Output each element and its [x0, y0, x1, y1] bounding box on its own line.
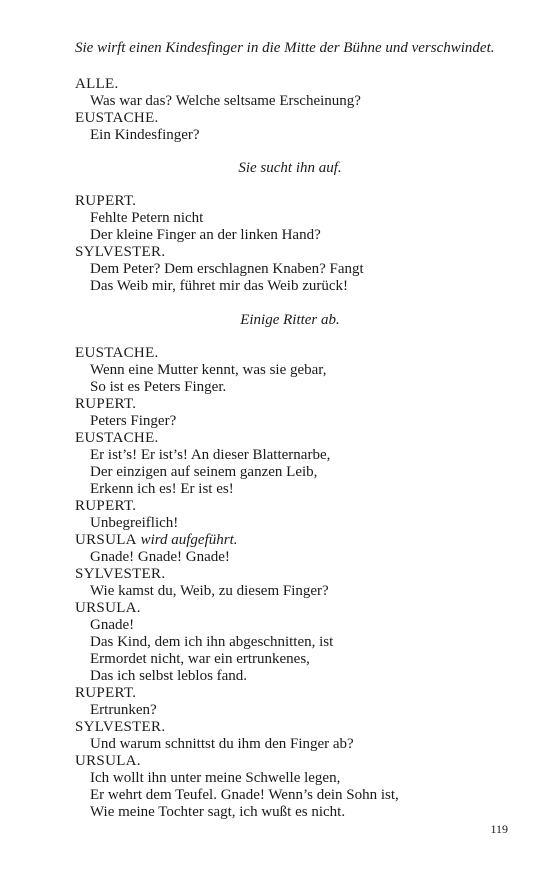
verse-line: Er ist’s! Er ist’s! An dieser Blatternarbe, [90, 447, 331, 463]
verse-line: Wie meine Tochter sagt, ich wußt es nicht. [90, 804, 346, 820]
verse-line: So ist es Peters Finger. [90, 379, 227, 395]
verse-line: Fehlte Petern nicht [90, 210, 204, 226]
verse-line: Unbegreiflich! [90, 515, 179, 531]
verse-line: Das ich selbst leblos fand. [90, 668, 248, 684]
dialogue-block-1 [75, 76, 510, 144]
speaker-name: URSULA [75, 532, 137, 548]
speaker-name: EUSTACHE. [75, 110, 159, 126]
verse-line: Ertrunken? [90, 702, 157, 718]
verse-line: Und warum schnittst du ihm den Finger ab? [90, 736, 354, 752]
verse-line: Dem Peter? Dem erschlagnen Knaben? Fangt [90, 261, 364, 277]
speaker-name: RUPERT. [75, 193, 137, 209]
speaker-name: ALLE. [75, 76, 119, 92]
speaker-name: RUPERT. [75, 396, 137, 412]
verse-line: Was war das? Welche seltsame Erscheinung? [90, 93, 361, 109]
speaker-name: URSULA. [75, 753, 141, 769]
verse-line: Erkenn ich es! Er ist es! [90, 481, 234, 497]
speaker-name: SYLVESTER. [75, 244, 166, 260]
verse-line: Er wehrt dem Teufel. Gnade! Wenn’s dein Sohn ist, [90, 787, 399, 803]
verse-line: Das Kind, dem ich ihn abgeschnitten, ist [90, 634, 334, 650]
verse-line: Gnade! [90, 617, 135, 633]
verse-line: Das Weib mir, führet mir das Weib zurück! [90, 278, 349, 294]
speaker-name: EUSTACHE. [75, 345, 159, 361]
verse-line: Wie kamst du, Weib, zu diesem Finger? [90, 583, 329, 599]
verse-line: Peters Finger? [90, 413, 177, 429]
speaker-name: URSULA. [75, 600, 141, 616]
verse-line: Wenn eine Mutter kennt, was sie gebar, [90, 362, 327, 378]
verse-line: Ein Kindesfinger? [90, 127, 200, 143]
speaker-name: RUPERT. [75, 498, 137, 514]
stage-direction-top: Sie wirft einen Kindesfinger in die Mitte der Bühne und verschwindet. [75, 40, 495, 56]
stage-direction-2: Einige Ritter ab. [240, 312, 340, 328]
inline-stage-direction: wird aufgeführt. [140, 532, 238, 548]
dialogue-block-2 [75, 193, 510, 295]
speaker-name: SYLVESTER. [75, 566, 166, 582]
speaker-with-direction [75, 532, 510, 549]
dialogue-block-3 [75, 345, 510, 821]
verse-line: Der einzigen auf seinem ganzen Leib, [90, 464, 318, 480]
verse-line: Ich wollt ihn unter meine Schwelle legen, [90, 770, 341, 786]
speaker-name: EUSTACHE. [75, 430, 159, 446]
verse-line: Ermordet nicht, war ein ertrunkenes, [90, 651, 310, 667]
speaker-name: RUPERT. [75, 685, 137, 701]
speaker-name: SYLVESTER. [75, 719, 166, 735]
verse-line: Gnade! Gnade! Gnade! [90, 549, 230, 565]
verse-line: Der kleine Finger an der linken Hand? [90, 227, 321, 243]
page-number: 119 [490, 822, 508, 836]
stage-direction-1: Sie sucht ihn auf. [238, 160, 342, 176]
